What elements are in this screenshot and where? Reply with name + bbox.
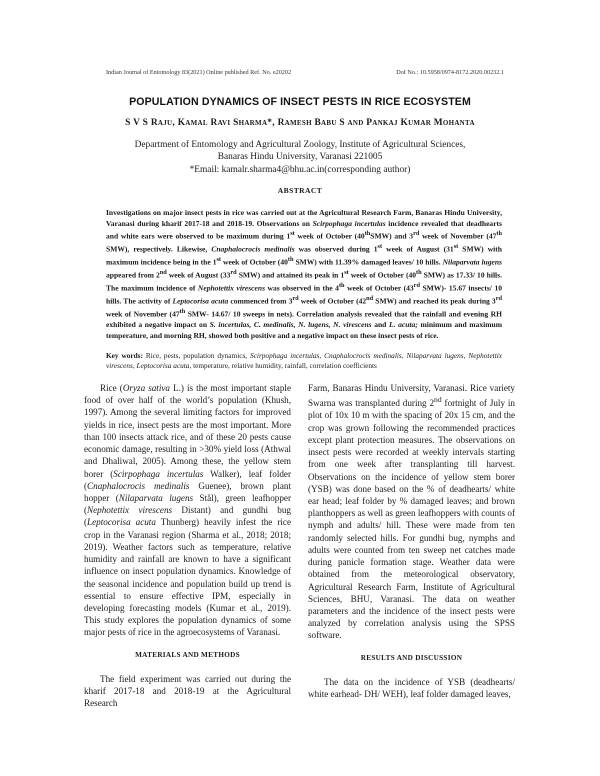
article-title: POPULATION DYNAMICS OF INSECT PESTS IN RICE ECOSYSTEM [129, 96, 471, 108]
abstract-heading: ABSTRACT [277, 186, 323, 195]
right-column [308, 382, 515, 700]
left-column [84, 382, 291, 709]
materials-methods-heading: MATERIALS AND METHODS [135, 650, 240, 659]
results-discussion-heading: RESULTS AND DISCUSSION [360, 653, 463, 662]
author-list: S V S Raju, Kamal Ravi Sharma*, Ramesh Babu S and Pankaj Kumar Mohanta [125, 118, 475, 128]
journal-citation: Indian Journal of Entomology 83(2021) Online published Ref. No. e20202 [106, 69, 292, 76]
materials-methods-paragraph: The field experiment was carried out during the kharif 2017-18 and 2018-19 at the Agricultural Research [84, 673, 291, 709]
doi: DoI No.: 10.5958/0974-8172.2020.00232.1 [396, 69, 504, 76]
methods-continued-paragraph: Farm, Banaras Hindu University, Varanasi. Rice variety Swarna was transplanted during 2nd fortnight of July in plot of 10x 10 m with the spacing of 20x 15 cm, and the crop was grown following the recommended practices except plant protection measures. The observations on insect pests were recorded at weekly intervals starting from one week after transplanting till harvest. Observations on the incidence of yellow stem borer (YSB) was done based on the % of deadhearts/ white ear head; leaf folder by % damaged leaves; and brown planthoppers as well as green leafhoppers with counts of nymph and adults/ hill. These were made from ten randomly selected hills. For gundhi bug, nymphs and adults were counted from ten sweep net catches made during panicle formation stage. Weather data were obtained from the meteorological observatory, Agricultural Research Farm, Institute of Agricultural Sciences, BHU, Varanasi. The data on weather parameters and the incidence of the insect pests were analyzed by correlation analysis using the SPSS software. [308, 383, 515, 641]
abstract-body: Investigations on major insect pests in rice was carried out at the Agricultural Research Farm, Banaras Hindu University, Varanasi during kharif 2017-18 and 2018-19. Observations on Scirpophaga incertulas incidence revealed that deadhearts and white ears were observed to be maximum during 1st week of October (40thSMW) and 3rd week of November (47th SMW), respectively. Likewise, Cnaphalocrocis medinalis was observed during 1st week of August (31st SMW) with maximum incidence being in the 1st week of October (40th SMW) with 11.39% damaged leaves/ 10 hills. Nilaparvata lugens appeared from 2nd week of August (33rd SMW) and attained its peak in 1st week of October (40th SMW) as 17.33/ 10 hills. The maximum incidence of Nephotettix virescens was observed in the 4th week of October (43rd SMW)- 15.67 insects/ 10 hills. The activity of Leptocorisa acuta commenced from 3rd week of October (42nd SMW) and reached its peak during 3rd week of November (47th SMW- 14.67/ 10 sweeps in nets). Correlation analysis revealed that the rainfall and evening RH exhibited a negative impact on S. incertulas, C. medinalis, N. lugens, N. virescens and L. acuta; minimum and maximum temperature, and morning RH, showed both positive and a negative impact on these insect pests of rice. [106, 208, 502, 340]
keywords: Key words: Rice, pests, population dynamics, Scirpophaga incertulas, Cnaphalocrocis medinalis, Nilaparvata lugens, Nephotettix virescens, Leptocorisa acuta, temperature, relative humidity, rainfall, correlation coefficients [106, 351, 503, 371]
keywords-label: Key words: [106, 351, 143, 360]
affiliation-line-1: Department of Entomology and Agricultural Zoology, Institute of Agricultural Sciences, [134, 140, 466, 150]
affiliation-line-2: Banaras Hindu University, Varanasi 221005 [217, 152, 383, 163]
running-header [106, 69, 504, 81]
introduction-paragraph: Rice (Oryza sativa L.) is the most important staple food of over half of the world’s population (Khush, 1997). Among the several limiting factors for improved yields in rice, insect pests are the most important. More than 100 insects attack rice, and of these 20 pests cause economic damage, resulting in >30% yield loss (Athwal and Dhaliwal, 2005). Among these, the yellow stem borer (Scirpophaga incertulas Walker), leaf folder (Cnaphalocrocis medinalis Guenee), brown plant hopper (Nilaparvata lugens Stål), green leafhopper (Nephotettix virescens Distant) and gundhi bug (Leptocorisa acuta Thunberg) heavily infest the rice crop in the Varanasi region (Sharma et al., 2018; 2018; 2019). Weather factors such as temperature, relative humidity and rainfall are known to have a significant influence on insect population dynamics. Knowledge of the seasonal incidence and population build up trend is essential to ensure effective IPM, especially in developing forecasting models (Kumar et al., 2019). This study explores the population dynamics of some major pests of rice in the agroecosystems of Varanasi. [84, 383, 292, 638]
affiliation [0, 139, 600, 176]
results-paragraph: The data on the incidence of YSB (deadhearts/ white earhead- DH/ WEH), leaf folder damaged leaves, [308, 676, 515, 700]
corresponding-email: *Email: kamalr.sharma4@bhu.ac.in(corresponding author) [189, 164, 411, 175]
